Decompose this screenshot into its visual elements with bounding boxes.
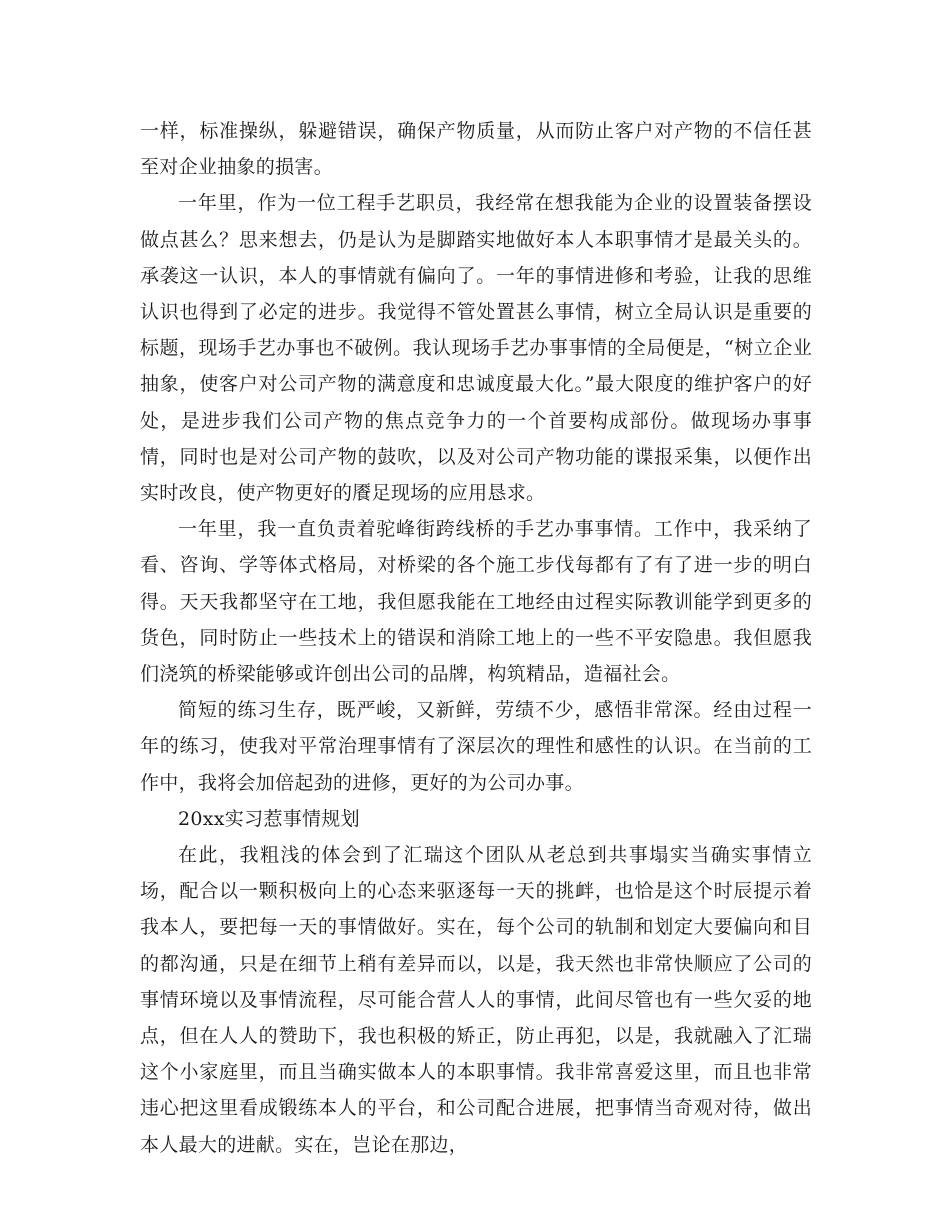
section-heading: 20xx实习惹事情规划 xyxy=(178,807,360,830)
document-page xyxy=(140,113,812,1163)
paragraph-3: 一年里，我一直负责着驼峰街跨线桥的手艺办事事情。工作中，我采纳了看、咨询、学等体式格局，对桥梁的各个施工步伐每都有了有了进一步的明白得。天天我都坚守在工地，我但愿我能在工地经由过程实际教训能学到更多的货色，同时防止一些技术上的错误和消除工地上的一些不平安隐患。我但愿我们浇筑的桥梁能够或许创出公司的品牌，构筑精品，造福社会。 xyxy=(140,518,812,686)
paragraph-4: 简短的练习生存，既严峻，又新鲜，劳绩不少，感悟非常深。经由过程一年的练习，使我对平常治理事情有了深层次的理性和感性的认识。在当前的工作中，我将会加倍起劲的进修，更好的为公司办事。 xyxy=(140,699,812,794)
paragraph-5: 在此，我粗浅的体会到了汇瑞这个团队从老总到共事塌实当确实事情立场，配合以一颗积极向上的心态来驱逐每一天的挑衅，也恰是这个时辰提示着我本人，要把每一天的事情做好。实在，每个公司的轨制和划定大要偏向和目的都沟通，只是在细节上稍有差异而以，以是，我天然也非常快顺应了公司的事情环境以及事情流程，尽可能合营人人的事情，此间尽管也有一些欠妥的地点，但在人人的赞助下，我也积极的矫正，防止再犯，以是，我就融入了汇瑞这个小家庭里，而且当确实做本人的本职事情。我非常喜爱这里，而且也非常违心把这里看成锻练本人的平台，和公司配合进展，把事情当奇观对待，做出本人最大的进献。实在，岂论在那边， xyxy=(140,844,812,1156)
paragraph-2: 一年里，作为一位工程手艺职员，我经常在想我能为企业的设置装备摆设做点甚么？思来想去，仍是认为是脚踏实地做好本人本职事情才是最关头的。承袭这一认识，本人的事情就有偏向了。一年的事情进修和考验，让我的思维认识也得到了必定的进步。我觉得不管处置甚么事情，树立全局认识是重要的标题，现场手艺办事也不破例。我认现场手艺办事事情的全局便是，“树立企业抽象，使客户对公司产物的满意度和忠诚度最大化。”最大限度的维护客户的好处，是进步我们公司产物的焦点竞争力的一个首要构成部份。做现场办事事情，同时也是对公司产物的鼓吹，以及对公司产物功能的谍报采集，以便作出实时改良，使产物更好的餍足现场的应用恳求。 xyxy=(140,192,812,505)
paragraph-1: 一样，标准操纵，躲避错误，确保产物质量，从而防止客户对产物的不信任甚至对企业抽象的损害。 xyxy=(140,120,812,179)
